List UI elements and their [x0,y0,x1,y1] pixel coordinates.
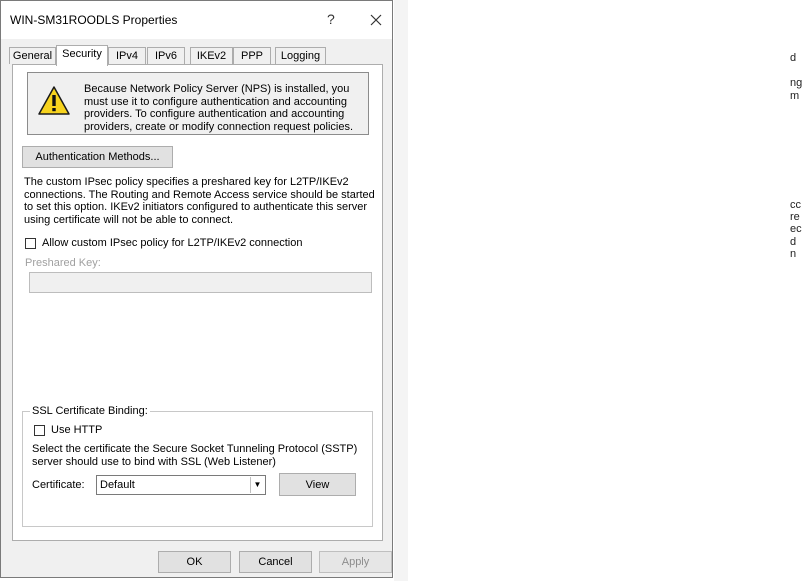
preshared-key-input[interactable] [29,272,372,293]
tab-logging[interactable]: Logging [275,47,326,64]
ok-button[interactable]: OK [158,551,231,573]
ssl-binding-title: SSL Certificate Binding: [32,405,148,417]
background-text-fragment: cc [790,199,801,211]
tab-general[interactable]: General [9,47,56,64]
sstp-description: Select the certificate the Secure Socket Tunneling Protocol (SSTP) server should use to bind with SSL (Web Listener) [32,443,358,468]
chevron-down-icon[interactable]: ▼ [250,477,264,493]
background-text-fragment: d [790,236,797,248]
nps-notice-box [27,72,369,135]
background-text-fragment: m [790,90,800,102]
nps-notice-text: Because Network Policy Server (NPS) is installed, you must use it to configure authentication and accounting providers. To configure authentication and accounting providers, create or modify connection request policies. [84,83,354,133]
certificate-select-value: Default [100,479,135,491]
certificate-select[interactable] [96,475,266,495]
title-bar[interactable] [1,1,392,39]
certificate-label: Certificate: [32,479,85,491]
background-text-fragment: ng [790,77,802,89]
ssl-certificate-binding-group [22,405,373,527]
use-http-label: Use HTTP [51,424,103,436]
close-button[interactable] [366,10,386,30]
background-text-fragment: re [790,211,800,223]
help-button[interactable]: ? [327,11,335,27]
warning-icon [37,85,71,117]
background-text-fragment: n [790,248,797,260]
close-icon [366,10,386,30]
apply-button[interactable]: Apply [319,551,392,573]
cancel-button[interactable]: Cancel [239,551,312,573]
window-title: WIN-SM31ROODLS Properties [10,13,178,27]
tab-ppp[interactable]: PPP [233,47,271,64]
ipsec-description: The custom IPsec policy specifies a preshared key for L2TP/IKEv2 connections. The Routing and Remote Access service should be started to set this option. IKEv2 initiators configured to authenticate this server using certificate will not be able to connect. [24,176,375,226]
properties-dialog [0,0,393,578]
background-text-fragment: ec [790,223,802,235]
tab-ipv6[interactable]: IPv6 [147,47,185,64]
allow-ipsec-label: Allow custom IPsec policy for L2TP/IKEv2 connection [42,237,303,249]
tab-ipv4[interactable]: IPv4 [108,47,146,64]
tab-security[interactable]: Security [56,45,108,66]
security-tab-panel [12,64,383,541]
authentication-methods-button[interactable]: Authentication Methods... [22,146,173,168]
use-http-checkbox[interactable] [34,425,45,436]
preshared-key-label: Preshared Key: [25,257,101,269]
view-certificate-button[interactable]: View [279,473,356,496]
tab-ikev2[interactable]: IKEv2 [190,47,233,64]
background-text-fragment: d [790,52,797,64]
background-window-strip [394,0,802,581]
allow-ipsec-checkbox[interactable] [25,238,36,249]
